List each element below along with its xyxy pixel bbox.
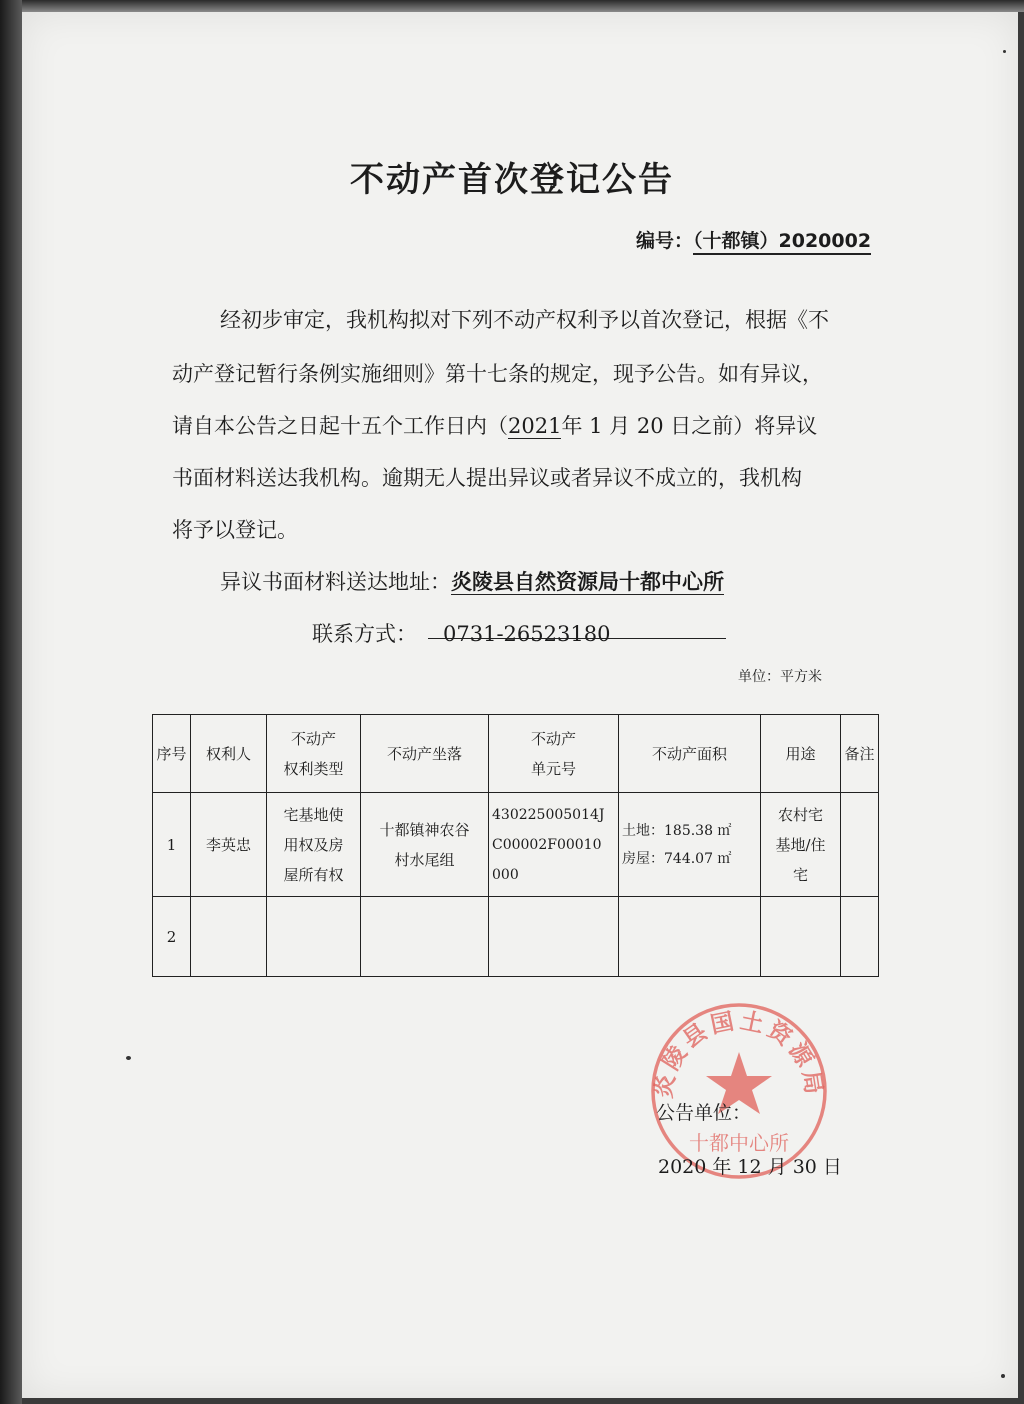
header-remark: 备注 [841, 715, 879, 793]
scan-speck [126, 1056, 131, 1060]
table-header-row [153, 715, 879, 793]
seal-subtext: 十都中心所 [689, 1131, 789, 1155]
row1-usage-line3: 宅 [792, 865, 808, 884]
document-page [22, 12, 1018, 1398]
row1-location-line2: 村水尾组 [394, 850, 455, 869]
row1-unit-line1: 430225005014J [492, 806, 605, 823]
row1-usage-line1: 农村宅 [777, 805, 823, 824]
scan-speck [1001, 1374, 1005, 1378]
header-holder: 权利人 [191, 715, 267, 793]
unit-label: 单位：平方米 [738, 669, 822, 685]
row1-usage [761, 793, 841, 897]
header-area: 不动产面积 [619, 715, 761, 793]
row1-type-line1: 宅基地使 [283, 805, 344, 824]
body-line-5: 将予以登记。 [172, 518, 298, 542]
body-line-3-pre: 请自本公告之日起十五个工作日内（ [172, 414, 508, 438]
objection-address [220, 566, 910, 596]
seal-text: 炎陵县国土资源局 [650, 1008, 828, 1100]
header-seq: 序号 [153, 715, 191, 793]
page-title: 不动产首次登记公告 [350, 160, 674, 200]
header-right-type-line1: 不动产 [290, 729, 336, 748]
row1-seq: 1 [153, 793, 191, 897]
document-number [636, 226, 871, 253]
row1-usage-line2: 基地/住 [775, 835, 826, 854]
contact-underline [428, 638, 726, 639]
row1-location-line1: 十都镇神农谷 [379, 820, 470, 839]
row1-remark [841, 793, 879, 897]
body-line-4: 书面材料送达我机构。逾期无人提出异议或者异议不成立的，我机构 [172, 466, 802, 490]
contact-value: 0731-26523180 [443, 622, 611, 646]
header-location: 不动产坐落 [361, 715, 489, 793]
row2-seq: 2 [153, 897, 191, 977]
row1-unit-line2: C00002F00010 [492, 836, 602, 853]
document-number-value: （十都镇）2020002 [693, 230, 871, 255]
registration-table [152, 714, 879, 977]
header-unit-number-line1: 不动产 [530, 729, 576, 748]
row1-location [361, 793, 489, 897]
contact [312, 618, 1002, 648]
address-value: 炎陵县自然资源局十都中心所 [451, 569, 724, 594]
address-label: 异议书面材料送达地址： [220, 570, 451, 594]
row2-holder [191, 897, 267, 977]
body-line-3 [172, 410, 862, 440]
row1-unit-number [489, 793, 619, 897]
row2-right-type [267, 897, 361, 977]
row2-usage [761, 897, 841, 977]
scan-speck [1003, 50, 1006, 53]
body-line-3-post: 年 1 月 20 日之前）将异议 [561, 414, 818, 438]
row1-unit-line3: 000 [492, 866, 519, 883]
table-row [153, 793, 879, 897]
row1-right-type [267, 793, 361, 897]
header-unit-number [489, 715, 619, 793]
row1-land-area: 土地：185.38 ㎡ [622, 822, 732, 839]
row2-remark [841, 897, 879, 977]
scan-edge-top [0, 0, 1024, 12]
body-line-1: 经初步审定，我机构拟对下列不动产权利予以首次登记，根据《不 [220, 308, 829, 332]
header-right-type [267, 715, 361, 793]
row1-type-line2: 用权及房 [283, 835, 344, 854]
body-line-2: 动产登记暂行条例实施细则》第十七条的规定，现予公告。如有异议， [172, 362, 823, 386]
publisher-label: 公告单位： [656, 1102, 752, 1124]
row1-holder: 李英忠 [191, 793, 267, 897]
row2-location [361, 897, 489, 977]
contact-label: 联系方式： [312, 622, 417, 646]
scan-edge-left [0, 0, 22, 1404]
row2-area [619, 897, 761, 977]
row2-unit-number [489, 897, 619, 977]
row1-house-area: 房屋：744.07 ㎡ [622, 850, 732, 867]
header-usage: 用途 [761, 715, 841, 793]
table-row [153, 897, 879, 977]
header-unit-number-line2: 单元号 [530, 759, 576, 778]
publish-date: 2020 年 12 月 30 日 [658, 1156, 842, 1178]
deadline-year: 2021 [508, 414, 562, 438]
row1-type-line3: 屋所有权 [283, 865, 344, 884]
document-number-label: 编号： [636, 230, 694, 252]
header-right-type-line2: 权利类型 [283, 759, 344, 778]
row1-area [619, 793, 761, 897]
